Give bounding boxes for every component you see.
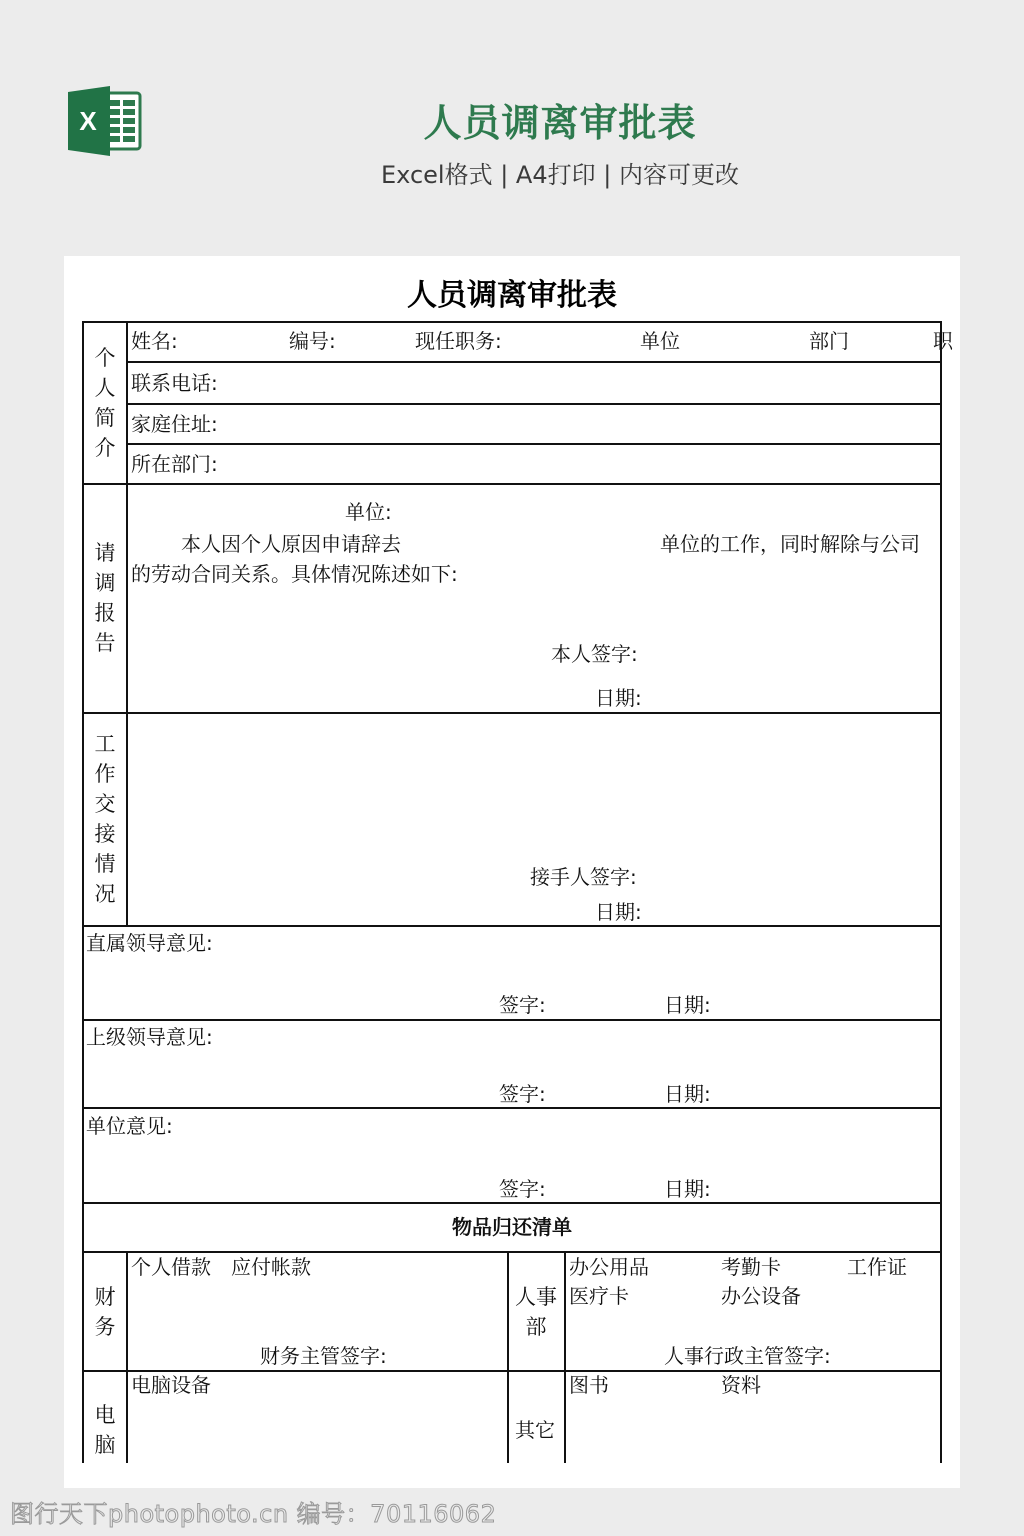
row-divider: [126, 361, 942, 363]
address-label: 家庭住址:: [131, 412, 218, 436]
label-column-divider: [126, 1251, 128, 1463]
section-label-other: 其它: [515, 1418, 555, 1442]
hr-item-medical-card: 医疗卡: [569, 1284, 629, 1308]
employee-id-label: 编号:: [289, 329, 336, 353]
return-list-title: 物品归还清单: [452, 1215, 572, 1239]
clipped-label: 职: [933, 329, 953, 353]
unit-signature-label: 签字:: [499, 1177, 546, 1201]
section-divider: [82, 1370, 942, 1372]
senior-leader-opinion-label: 上级领导意见:: [86, 1025, 213, 1049]
successor-signature-label: 接手人签字:: [530, 865, 637, 889]
section-label-handover: 工作交接情况: [94, 732, 116, 906]
direct-leader-opinion-label: 直属领导意见:: [86, 931, 213, 955]
table-border-right: [940, 321, 942, 1463]
banner-title: 人员调离审批表: [423, 101, 697, 145]
report-date-label: 日期:: [595, 686, 642, 710]
unit-label: 单位: [640, 329, 680, 353]
section-divider: [82, 1202, 942, 1204]
senior-leader-date-label: 日期:: [664, 1082, 711, 1106]
hr-item-office-supplies: 办公用品: [569, 1255, 649, 1279]
row-divider: [126, 403, 942, 405]
section-divider: [82, 712, 942, 714]
column-divider: [507, 1251, 509, 1463]
report-line1-left: 本人因个人原因申请辞去: [181, 532, 401, 556]
section-divider: [82, 483, 942, 485]
current-department-label: 所在部门:: [131, 452, 218, 476]
section-divider: [82, 1251, 942, 1253]
section-divider: [82, 1107, 942, 1109]
direct-leader-signature-label: 签字:: [499, 993, 546, 1017]
report-line1-right: 单位的工作，同时解除与公司: [660, 532, 920, 556]
row-divider: [126, 443, 942, 445]
current-position-label: 现任职务:: [415, 329, 502, 353]
hr-item-work-permit: 工作证: [847, 1255, 907, 1279]
finance-supervisor-signature-label: 财务主管签字:: [260, 1344, 387, 1368]
report-unit-label: 单位:: [345, 500, 392, 524]
excel-icon: [68, 86, 142, 156]
banner-subtitle: Excel格式 | A4打印 | 内容可更改: [381, 161, 739, 189]
section-label-hr: 人事部: [515, 1285, 557, 1339]
watermark: 图行天下photophoto.cn 编号：70116062: [10, 1500, 497, 1528]
report-line2: 的劳动合同关系。具体情况陈述如下:: [131, 562, 458, 586]
hr-item-office-equipment: 办公设备: [721, 1284, 801, 1308]
hr-supervisor-signature-label: 人事行政主管签字:: [664, 1344, 831, 1368]
section-label-personal: 个人简介: [94, 346, 116, 460]
unit-date-label: 日期:: [664, 1177, 711, 1201]
section-divider: [82, 925, 942, 927]
computer-items: 电脑设备: [131, 1373, 211, 1397]
handover-date-label: 日期:: [595, 900, 642, 924]
unit-opinion-label: 单位意见:: [86, 1114, 173, 1138]
phone-label: 联系电话:: [131, 371, 218, 395]
applicant-signature-label: 本人签字:: [551, 642, 638, 666]
senior-leader-signature-label: 签字:: [499, 1082, 546, 1106]
section-label-report: 请调报告: [94, 541, 116, 655]
direct-leader-date-label: 日期:: [664, 993, 711, 1017]
section-label-finance: 财务: [94, 1285, 116, 1339]
column-divider: [564, 1251, 566, 1463]
section-divider: [82, 1019, 942, 1021]
finance-items: 个人借款 应付帐款: [131, 1255, 311, 1279]
svg-text:X: X: [79, 106, 97, 136]
section-label-computer: 电脑: [94, 1403, 116, 1457]
personal-info-row: [128, 322, 953, 360]
department-label: 部门: [809, 329, 849, 353]
document-title: 人员调离审批表: [407, 278, 617, 313]
document-page: [64, 256, 960, 1488]
hr-item-attendance-card: 考勤卡: [721, 1255, 781, 1279]
name-field-label: 姓名:: [131, 329, 178, 353]
table-border-left: [82, 321, 84, 1463]
label-column-divider: [126, 321, 128, 927]
other-item-books: 图书: [569, 1373, 609, 1397]
other-item-materials: 资料: [721, 1373, 761, 1397]
